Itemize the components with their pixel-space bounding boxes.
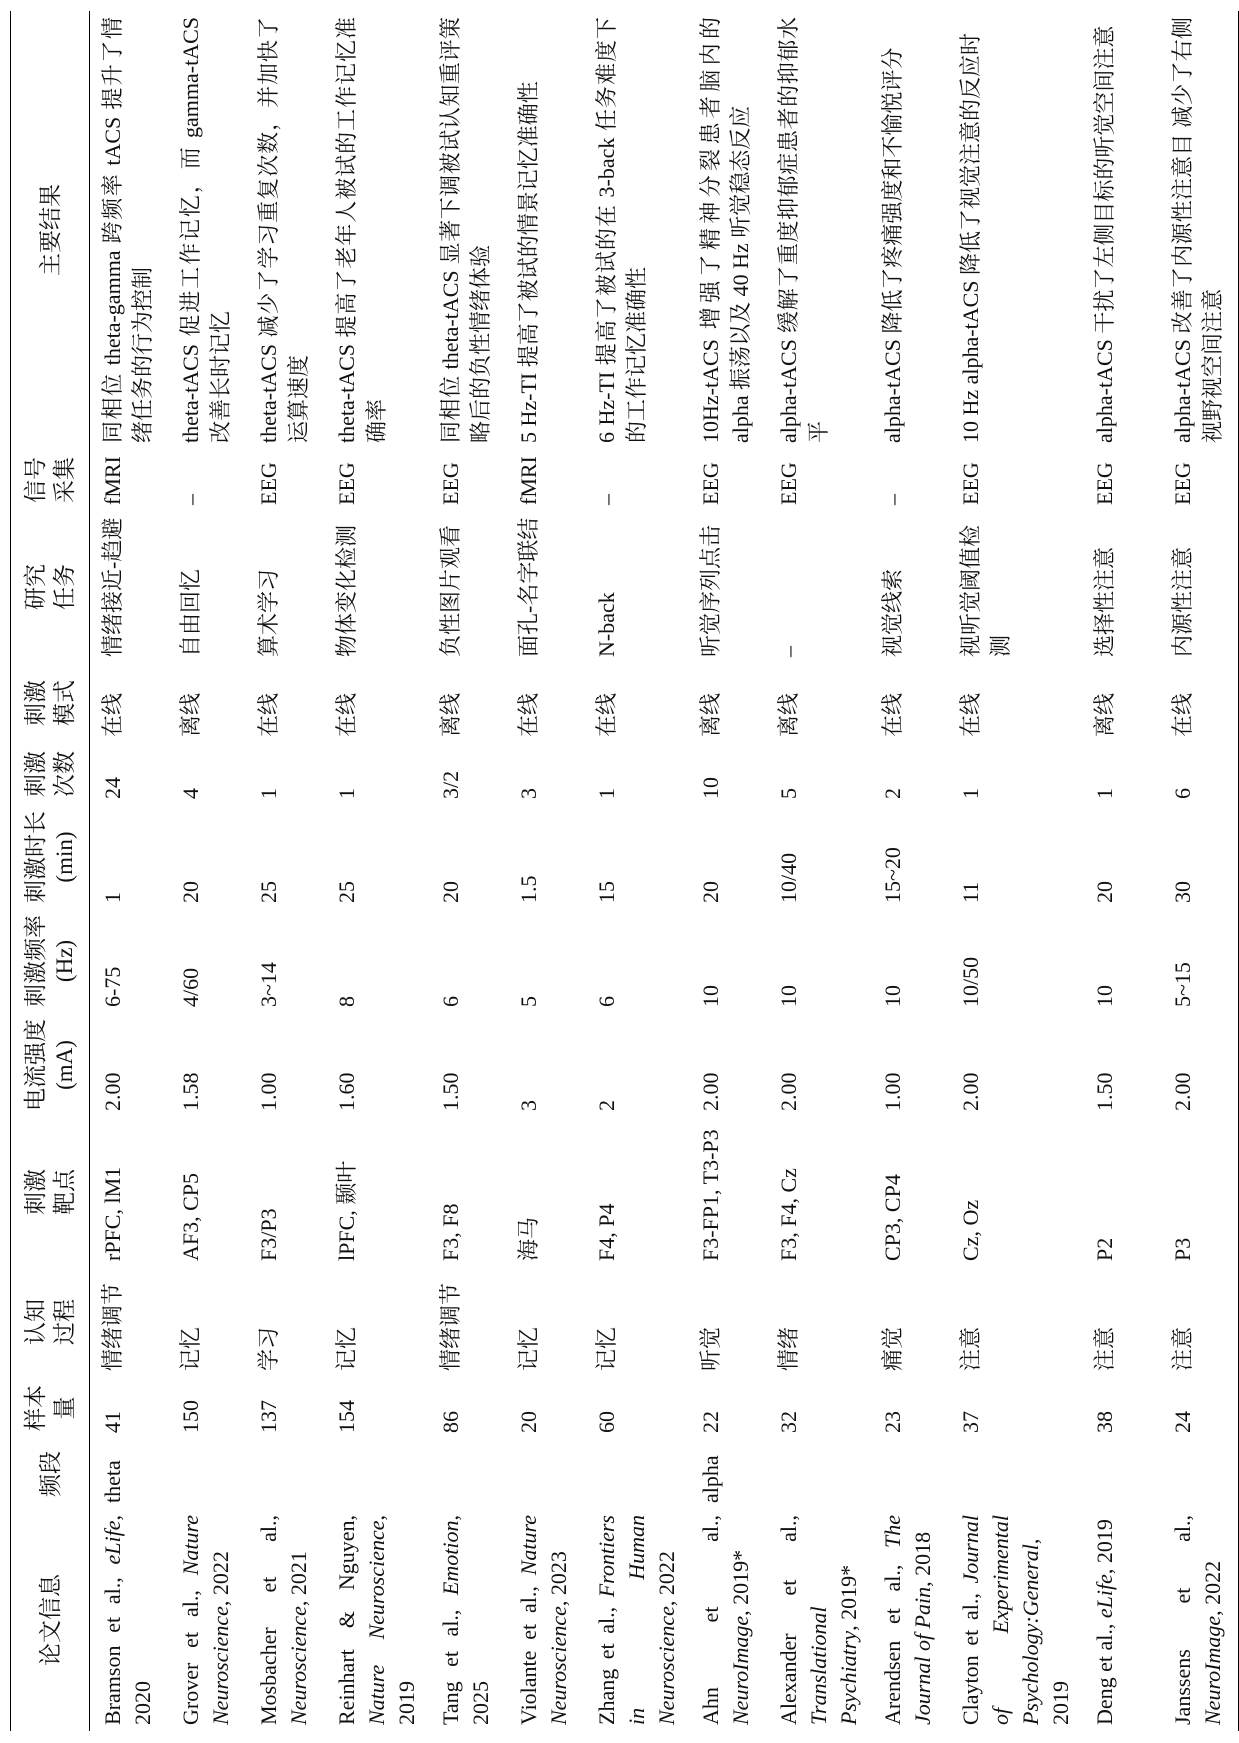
duration-cell: 11: [958, 881, 983, 903]
sample-size-cell: 150: [178, 1400, 203, 1433]
duration-cell: 20: [438, 881, 463, 903]
target-cell: P3: [1170, 1237, 1195, 1261]
count-cell: 1: [334, 788, 359, 799]
paper-year: , 2019*: [836, 1564, 861, 1631]
paper-authors: Grover et al.,: [178, 1575, 203, 1725]
mode-cell: 离线: [438, 692, 463, 737]
count-cell: 4: [178, 788, 203, 799]
paper-info-cell: [246, 1509, 324, 1731]
mode-cell: 在线: [516, 692, 541, 737]
paper-info-cell: [688, 1509, 766, 1731]
signal-cell: EEG: [256, 462, 281, 505]
paper-journal: eLife: [1092, 1574, 1117, 1619]
table-row: [1160, 11, 1239, 1731]
task-cell: 物体变化检测: [334, 524, 359, 657]
task-cell: –: [776, 646, 801, 657]
header-text: 刺激: [23, 751, 48, 797]
col-band-header: [11, 1439, 90, 1509]
count-cell: 2: [880, 788, 905, 799]
frequency-cell: 10/50: [958, 956, 983, 1007]
result-cell: 5 Hz-TI 提高了被试的情景记忆准确性: [516, 81, 541, 443]
mode-cell: 在线: [100, 692, 125, 737]
process-cell: 痛觉: [880, 1326, 905, 1371]
current-cell: 2: [594, 1100, 619, 1111]
paper-year: , 2022: [654, 1551, 679, 1607]
process-cell: 情绪调节: [438, 1282, 463, 1371]
paper-authors: Ahn et al.,: [698, 1515, 723, 1725]
table-row: [246, 11, 324, 1731]
result-cell: alpha-tACS 改善了内源性注意目 减少了右侧视野视空间注意: [1170, 17, 1225, 443]
table-row: [766, 11, 870, 1731]
result-cell: alpha-tACS 降低了疼痛强度和不愉悦评分: [880, 47, 905, 443]
col-duration-header: [11, 805, 90, 909]
table-row: [324, 11, 428, 1731]
header-text: 刺激: [23, 1169, 48, 1215]
task-cell: 视听觉阈值检测: [958, 524, 1013, 657]
current-cell: 3: [516, 1100, 541, 1111]
signal-cell: fMRI: [516, 456, 541, 505]
paper-year: , 2019: [1018, 1538, 1073, 1725]
duration-cell: 25: [256, 881, 281, 903]
header-text: 信号: [23, 457, 48, 503]
header-text: 频段: [37, 1451, 63, 1497]
task-cell: 面孔-名字联结: [516, 517, 541, 657]
header-text: 次数: [52, 751, 77, 797]
current-cell: 1.60: [334, 1072, 359, 1111]
result-cell: 同相位 theta-gamma 跨频率 tACS 提升了情绪任务的行为控制: [100, 17, 155, 443]
tacs-study-table: [10, 11, 1239, 1731]
process-cell: 记忆: [516, 1326, 541, 1371]
paper-journal: Translational Psychiatry: [806, 1606, 861, 1725]
process-cell: 注意: [1170, 1326, 1195, 1371]
frequency-cell: 5: [516, 996, 541, 1007]
signal-cell: EEG: [698, 462, 723, 505]
sample-size-cell: 24: [1170, 1411, 1195, 1433]
paper-journal: NeuroImage: [728, 1615, 753, 1725]
process-cell: 记忆: [178, 1326, 203, 1371]
paper-journal: Nature Neuroscience: [178, 1515, 233, 1725]
count-cell: 1: [594, 788, 619, 799]
frequency-cell: 10: [1092, 985, 1117, 1007]
process-cell: 注意: [1092, 1326, 1117, 1371]
table-row: [1082, 11, 1160, 1731]
col-signal-header: [11, 449, 90, 511]
frequency-cell: 10: [880, 985, 905, 1007]
frequency-cell: 3~14: [256, 962, 281, 1007]
header-text: 论文信息: [37, 1574, 63, 1666]
band-cell: [506, 1439, 584, 1509]
task-cell: 情绪接近-趋避: [100, 517, 125, 657]
current-cell: 2.00: [958, 1072, 983, 1111]
frequency-cell: 5~15: [1170, 962, 1195, 1007]
paper-journal: The Journal of Pain: [880, 1515, 935, 1725]
duration-cell: 25: [334, 881, 359, 903]
sample-size-cell: 23: [880, 1411, 905, 1433]
header-text: (min): [52, 831, 77, 883]
col-paper-info-header: [11, 1509, 90, 1731]
mode-cell: 在线: [958, 692, 983, 737]
mode-cell: 在线: [880, 692, 905, 737]
paper-authors: Mosbacher et al.,: [256, 1515, 281, 1725]
sample-size-cell: 38: [1092, 1411, 1117, 1433]
header-text: 研究: [23, 564, 48, 610]
process-cell: 记忆: [334, 1326, 359, 1371]
sample-size-cell: 22: [698, 1411, 723, 1433]
band-cell: alpha: [698, 1455, 723, 1503]
header-row: [11, 11, 90, 1731]
header-text: (mA): [52, 1040, 77, 1090]
mode-cell: 离线: [698, 692, 723, 737]
table-row: [870, 11, 948, 1731]
process-cell: 情绪: [776, 1326, 801, 1371]
table-row: [428, 11, 506, 1731]
frequency-cell: 6: [594, 996, 619, 1007]
header-text: 刺激频率: [23, 915, 48, 1007]
band-cell: [766, 1439, 870, 1509]
current-cell: 1.50: [1092, 1072, 1117, 1111]
header-text: 刺激时长: [23, 811, 48, 903]
frequency-cell: 10: [776, 985, 801, 1007]
current-cell: 1.00: [256, 1072, 281, 1111]
target-cell: F3-FP1, T3-P3: [698, 1129, 723, 1261]
paper-authors: Deng et al.,: [1092, 1618, 1117, 1725]
process-cell: 学习: [256, 1326, 281, 1371]
col-task-header: [11, 511, 90, 663]
mode-cell: 离线: [1092, 692, 1117, 737]
header-text: 样本: [23, 1385, 48, 1431]
col-mode-header: [11, 663, 90, 743]
signal-cell: EEG: [438, 462, 463, 505]
count-cell: 1: [256, 788, 281, 799]
paper-authors: Reinhart & Nguyen,: [334, 1515, 359, 1725]
target-cell: CP3, CP4: [880, 1174, 905, 1261]
header-text: 认知: [23, 1299, 48, 1345]
col-count-header: [11, 743, 90, 805]
signal-cell: –: [594, 494, 619, 505]
header-text: 靶点: [52, 1169, 77, 1215]
frequency-cell: 4/60: [178, 967, 203, 1007]
target-cell: AF3, CP5: [178, 1172, 203, 1261]
paper-journal: Emotion: [438, 1520, 463, 1596]
frequency-cell: 6-75: [100, 966, 125, 1007]
signal-cell: EEG: [1092, 462, 1117, 505]
frequency-cell: 6: [438, 996, 463, 1007]
header-text: 过程: [52, 1299, 77, 1345]
task-cell: 视觉线索: [880, 568, 905, 657]
paper-authors: Arendsen et al.,: [880, 1548, 905, 1725]
count-cell: 3/2: [438, 770, 463, 799]
band-cell: [324, 1439, 428, 1509]
paper-info-cell: [1160, 1509, 1239, 1731]
count-cell: 24: [100, 777, 125, 799]
task-cell: 负性图片观看: [438, 524, 463, 657]
count-cell: 1: [958, 788, 983, 799]
paper-authors: Janssens et al.,: [1170, 1515, 1195, 1725]
paper-year: , 2025: [438, 1515, 493, 1725]
table-row: [688, 11, 766, 1731]
duration-cell: 20: [1092, 881, 1117, 903]
sample-size-cell: 154: [334, 1400, 359, 1433]
target-cell: F3/P3: [256, 1208, 281, 1261]
col-sample-size-header: [11, 1377, 90, 1439]
mode-cell: 在线: [594, 692, 619, 737]
header-text: 任务: [52, 564, 77, 610]
duration-cell: 20: [698, 881, 723, 903]
sample-size-cell: 37: [958, 1411, 983, 1433]
target-cell: F4, P4: [594, 1203, 619, 1261]
paper-year: , 2023: [546, 1551, 571, 1607]
paper-info-cell: [1082, 1509, 1160, 1731]
mode-cell: 在线: [256, 692, 281, 737]
target-cell: P2: [1092, 1237, 1117, 1261]
current-cell: 2.00: [1170, 1072, 1195, 1111]
band-cell: [1160, 1439, 1239, 1509]
table-row: [506, 11, 584, 1731]
count-cell: 6: [1170, 788, 1195, 799]
process-cell: 听觉: [698, 1326, 723, 1371]
band-cell: [428, 1439, 506, 1509]
count-cell: 5: [776, 788, 801, 799]
signal-cell: EEG: [334, 462, 359, 505]
paper-year: , 2022: [208, 1551, 233, 1607]
signal-cell: –: [880, 494, 905, 505]
paper-journal: Frontiers in Human Neuroscience: [594, 1515, 679, 1725]
current-cell: 1.00: [880, 1072, 905, 1111]
band-cell: [246, 1439, 324, 1509]
col-main-result-header: [11, 11, 90, 449]
task-cell: 内源性注意: [1170, 546, 1195, 657]
process-cell: 注意: [958, 1326, 983, 1371]
table-header: [11, 11, 90, 1731]
paper-info-cell: [948, 1509, 1082, 1731]
paper-authors: Bramson et al.,: [100, 1564, 125, 1725]
target-cell: F3, F8: [438, 1203, 463, 1261]
mode-cell: 在线: [334, 692, 359, 737]
band-cell: [168, 1439, 246, 1509]
signal-cell: EEG: [776, 462, 801, 505]
col-frequency-header: [11, 909, 90, 1013]
signal-cell: fMRI: [100, 456, 125, 505]
col-current-header: [11, 1013, 90, 1117]
paper-authors: Tang et al.,: [438, 1595, 463, 1725]
band-cell: [584, 1439, 688, 1509]
frequency-cell: 8: [334, 996, 359, 1007]
header-text: 量: [52, 1396, 77, 1420]
result-cell: 6 Hz-TI 提高了被试的在 3-back 任务难度下的工作记忆准确性: [594, 17, 649, 443]
duration-cell: 1: [100, 892, 125, 903]
paper-journal: NeuroImage: [1200, 1615, 1225, 1725]
paper-journal: Journal of Experimental Psychology:General: [958, 1515, 1043, 1725]
paper-year: , 2019*: [728, 1549, 753, 1616]
duration-cell: 15~20: [880, 847, 905, 903]
task-cell: 算术学习: [256, 568, 281, 657]
paper-authors: Clayton et al.,: [958, 1583, 983, 1725]
band-cell: theta: [100, 1460, 125, 1503]
header-text: 电流强度: [23, 1019, 48, 1111]
result-cell: theta-tACS 减少了学习重复次数，并加快了运算速度: [256, 17, 311, 443]
result-cell: 同相位 theta-tACS 显著下调被试认知重评策略后的负性情绪体验: [438, 17, 493, 443]
col-cognitive-process-header: [11, 1267, 90, 1377]
count-cell: 1: [1092, 788, 1117, 799]
paper-info-cell: [870, 1509, 948, 1731]
header-text: 模式: [52, 680, 77, 726]
paper-info-cell: [168, 1509, 246, 1731]
paper-authors: Zhang et al.,: [594, 1597, 619, 1725]
target-cell: rPFC, lM1: [100, 1166, 125, 1261]
result-cell: 10Hz-tACS 增强了精神分裂患者脑内的 alpha 振荡以及 40 Hz 听觉稳态反应: [698, 17, 753, 443]
col-target-header: [11, 1117, 90, 1267]
result-cell: alpha-tACS 干扰了左侧目标的听觉空间注意: [1092, 25, 1117, 443]
signal-cell: EEG: [958, 462, 983, 505]
current-cell: 2.00: [776, 1072, 801, 1111]
table-row: [90, 11, 169, 1731]
target-cell: F3, F4, Cz: [776, 1168, 801, 1261]
current-cell: 1.50: [438, 1072, 463, 1111]
duration-cell: 10/40: [776, 852, 801, 903]
paper-year: , 2019: [364, 1515, 419, 1725]
sample-size-cell: 20: [516, 1411, 541, 1433]
band-cell: [948, 1439, 1082, 1509]
target-cell: 海马: [516, 1216, 541, 1261]
frequency-cell: 10: [698, 985, 723, 1007]
header-text: 刺激: [23, 680, 48, 726]
current-cell: 1.58: [178, 1072, 203, 1111]
paper-authors: Alexander et al.,: [776, 1515, 801, 1725]
table-row: [948, 11, 1082, 1731]
signal-cell: –: [178, 494, 203, 505]
duration-cell: 30: [1170, 881, 1195, 903]
band-cell: [870, 1439, 948, 1509]
table-body: [90, 11, 1239, 1731]
header-text: 采集: [52, 457, 77, 503]
paper-year: , 2019: [1092, 1519, 1117, 1575]
task-cell: N-back: [594, 592, 619, 657]
paper-info-cell: [584, 1509, 688, 1731]
paper-year: , 2021: [286, 1551, 311, 1607]
duration-cell: 20: [178, 881, 203, 903]
mode-cell: 在线: [1170, 692, 1195, 737]
count-cell: 10: [698, 777, 723, 799]
paper-year: , 2018: [910, 1531, 935, 1587]
sample-size-cell: 137: [256, 1400, 281, 1433]
header-text: 主要结果: [37, 184, 63, 276]
sample-size-cell: 86: [438, 1411, 463, 1433]
result-cell: alpha-tACS 缓解了重度抑郁症患者的抑郁水平: [776, 17, 831, 443]
target-cell: Cz, Oz: [958, 1199, 983, 1261]
paper-authors: Violante et al.,: [516, 1575, 541, 1725]
process-cell: 记忆: [594, 1326, 619, 1371]
process-cell: 情绪调节: [100, 1282, 125, 1371]
paper-year: , 2020: [100, 1515, 155, 1725]
duration-cell: 1.5: [516, 875, 541, 903]
current-cell: 2.00: [698, 1072, 723, 1111]
duration-cell: 15: [594, 881, 619, 903]
paper-info-cell: [428, 1509, 506, 1731]
task-cell: 听觉序列点击: [698, 524, 723, 657]
table-row: [584, 11, 688, 1731]
paper-year: , 2022: [1200, 1560, 1225, 1616]
paper-info-cell: [766, 1509, 870, 1731]
task-cell: 选择性注意: [1092, 546, 1117, 657]
current-cell: 2.00: [100, 1072, 125, 1111]
header-text: (Hz): [52, 939, 77, 983]
signal-cell: EEG: [1170, 462, 1195, 505]
band-cell: [1082, 1439, 1160, 1509]
paper-journal: Nature Neuroscience: [364, 1520, 389, 1725]
result-cell: theta-tACS 提高了老年人被试的工作记忆准确率: [334, 17, 389, 443]
sample-size-cell: 41: [100, 1411, 125, 1433]
count-cell: 3: [516, 788, 541, 799]
mode-cell: 离线: [776, 692, 801, 737]
paper-journal: Neuroscience: [286, 1606, 311, 1725]
paper-info-cell: [324, 1509, 428, 1731]
table-row: [168, 11, 246, 1731]
sample-size-cell: 60: [594, 1411, 619, 1433]
task-cell: 自由回忆: [178, 568, 203, 657]
paper-journal: eLife: [100, 1520, 125, 1565]
result-cell: theta-tACS 促进工作记忆，而 gamma-tACS 改善长时记忆: [178, 17, 233, 443]
paper-info-cell: [506, 1509, 584, 1731]
target-cell: lPFC, 颞叶: [334, 1160, 359, 1261]
sample-size-cell: 32: [776, 1411, 801, 1433]
paper-info-cell: [90, 1509, 169, 1731]
result-cell: 10 Hz alpha-tACS 降低了视觉注意的反应时: [958, 32, 983, 443]
paper-journal: Nature Neuroscience: [516, 1515, 571, 1725]
mode-cell: 离线: [178, 692, 203, 737]
